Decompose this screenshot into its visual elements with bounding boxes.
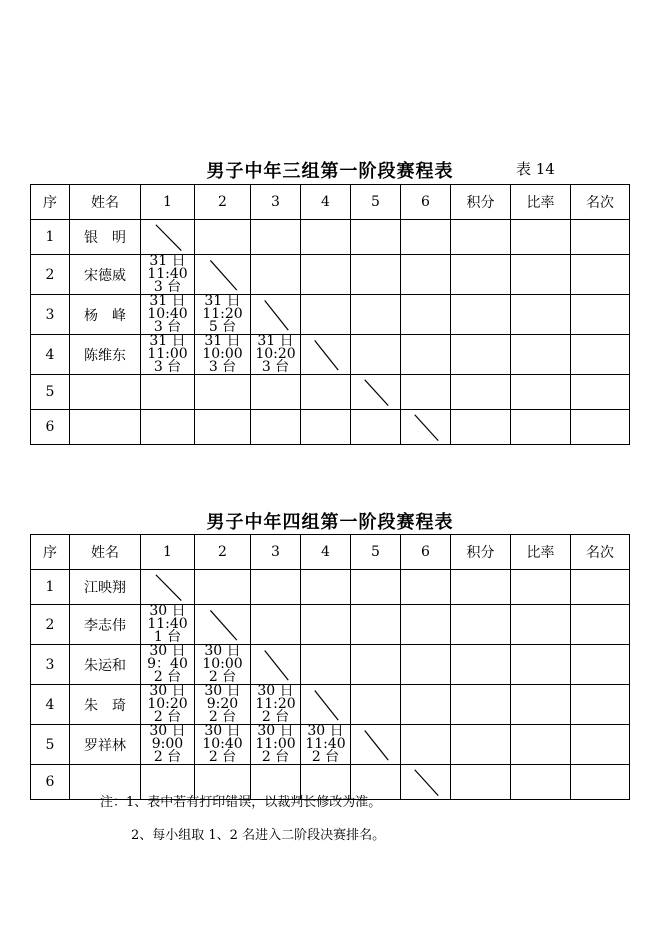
player-name (70, 410, 141, 445)
empty-cell (251, 255, 301, 295)
match-court: 5 台 (208, 319, 237, 335)
match-cell (141, 645, 195, 685)
row-number: 6 (31, 410, 70, 445)
empty-cell (351, 570, 401, 605)
diagonal-slash (195, 605, 250, 644)
rank-cell (571, 765, 630, 800)
diagonal-slash (141, 220, 194, 254)
match-cell (141, 685, 195, 725)
match-time: 31 日 11:00 (147, 333, 188, 362)
header-cell: 2 (195, 535, 251, 570)
row-number: 4 (31, 685, 70, 725)
header-cell: 6 (401, 185, 451, 220)
header-cell: 名次 (571, 185, 630, 220)
empty-cell (141, 375, 195, 410)
match-court: 2 台 (153, 669, 182, 685)
empty-cell (351, 255, 401, 295)
match-cell (141, 295, 195, 335)
player-name: 朱 琦 (70, 685, 141, 725)
empty-cell (301, 645, 351, 685)
points-cell (451, 375, 511, 410)
match-court: 2 台 (208, 749, 237, 765)
empty-cell (301, 375, 351, 410)
player-name (70, 375, 141, 410)
match-time: 30 日 9：40 (147, 643, 188, 672)
header-cell: 1 (141, 185, 195, 220)
diagonal-cell (301, 335, 351, 375)
diagonal-cell (251, 295, 301, 335)
row-number: 1 (31, 570, 70, 605)
empty-cell (401, 335, 451, 375)
header-cell: 1 (141, 535, 195, 570)
schedule-table-1 (30, 184, 630, 445)
points-cell (451, 725, 511, 765)
header-cell: 积分 (451, 185, 511, 220)
diagonal-cell (251, 645, 301, 685)
match-court: 3 台 (153, 279, 182, 295)
diagonal-slash (301, 335, 350, 374)
table1-title: 男子中年三组第一阶段赛程表 (206, 161, 454, 182)
points-cell (451, 410, 511, 445)
header-cell: 姓名 (70, 535, 141, 570)
table-row (31, 335, 630, 375)
empty-cell (351, 645, 401, 685)
empty-cell (301, 605, 351, 645)
ratio-cell (511, 375, 571, 410)
row-number: 5 (31, 375, 70, 410)
table-row (31, 255, 630, 295)
match-cell (195, 335, 251, 375)
ratio-cell (511, 295, 571, 335)
match-court: 3 台 (208, 359, 237, 375)
match-court: 2 台 (261, 749, 290, 765)
empty-cell (401, 220, 451, 255)
table-row (31, 645, 630, 685)
header-cell: 积分 (451, 535, 511, 570)
points-cell (451, 570, 511, 605)
rank-cell (571, 335, 630, 375)
header-cell: 比率 (511, 185, 571, 220)
empty-cell (301, 570, 351, 605)
table-row (31, 605, 630, 645)
match-time: 31 日 10:00 (202, 333, 243, 362)
match-cell (141, 335, 195, 375)
match-time: 31 日 11:20 (202, 293, 243, 322)
match-time: 30 日 11:00 (255, 723, 296, 752)
diagonal-slash (351, 375, 400, 409)
empty-cell (141, 410, 195, 445)
header-cell: 序 (31, 185, 70, 220)
diagonal-cell (351, 725, 401, 765)
ratio-cell (511, 220, 571, 255)
table1-label: 表 14 (516, 160, 555, 178)
table-row (31, 725, 630, 765)
empty-cell (401, 645, 451, 685)
diagonal-cell (195, 255, 251, 295)
header-cell: 比率 (511, 535, 571, 570)
table-row (31, 685, 630, 725)
match-time: 30 日 11:40 (147, 603, 188, 632)
empty-cell (401, 725, 451, 765)
row-number: 3 (31, 645, 70, 685)
ratio-cell (511, 410, 571, 445)
header-cell: 序 (31, 535, 70, 570)
empty-cell (301, 295, 351, 335)
diagonal-cell (195, 605, 251, 645)
match-cell (141, 255, 195, 295)
player-name: 朱运和 (70, 645, 141, 685)
table-row (31, 410, 630, 445)
empty-cell (195, 220, 251, 255)
empty-cell (301, 255, 351, 295)
row-number: 5 (31, 725, 70, 765)
empty-cell (301, 410, 351, 445)
points-cell (451, 255, 511, 295)
header-row (31, 535, 630, 570)
header-cell: 5 (351, 535, 401, 570)
ratio-cell (511, 605, 571, 645)
player-name: 江映翔 (70, 570, 141, 605)
match-court: 2 台 (153, 709, 182, 725)
empty-cell (351, 410, 401, 445)
table-row (31, 375, 630, 410)
empty-cell (251, 605, 301, 645)
header-cell: 名次 (571, 535, 630, 570)
diagonal-cell (401, 765, 451, 800)
player-name: 罗祥林 (70, 725, 141, 765)
match-court: 2 台 (208, 669, 237, 685)
empty-cell (351, 335, 401, 375)
rank-cell (571, 375, 630, 410)
match-time: 30 日 10:20 (147, 683, 188, 712)
empty-cell (401, 375, 451, 410)
diagonal-slash (401, 765, 450, 799)
match-court: 2 台 (208, 709, 237, 725)
match-time: 30 日 9:20 (204, 683, 241, 712)
match-court: 3 台 (153, 319, 182, 335)
points-cell (451, 685, 511, 725)
empty-cell (351, 295, 401, 335)
match-cell (141, 605, 195, 645)
diagonal-slash (401, 410, 450, 444)
empty-cell (195, 410, 251, 445)
player-name: 宋德威 (70, 255, 141, 295)
match-cell (251, 725, 301, 765)
match-time: 31 日 10:40 (147, 293, 188, 322)
row-number: 2 (31, 605, 70, 645)
empty-cell (251, 375, 301, 410)
rank-cell (571, 725, 630, 765)
points-cell (451, 605, 511, 645)
points-cell (451, 335, 511, 375)
match-time: 31 日 10:20 (255, 333, 296, 362)
player-name: 杨 峰 (70, 295, 141, 335)
match-cell (195, 645, 251, 685)
header-cell: 3 (251, 185, 301, 220)
match-cell (195, 685, 251, 725)
header-row (31, 185, 630, 220)
rank-cell (571, 645, 630, 685)
empty-cell (401, 605, 451, 645)
rank-cell (571, 605, 630, 645)
header-cell: 4 (301, 535, 351, 570)
match-court: 2 台 (153, 749, 182, 765)
empty-cell (251, 220, 301, 255)
diagonal-cell (351, 375, 401, 410)
match-cell (251, 685, 301, 725)
match-cell (195, 725, 251, 765)
note-line-1: 注：1、表中若有打印错误，以裁判长修改为准。 (100, 795, 382, 810)
empty-cell (195, 570, 251, 605)
schedule-table-2 (30, 534, 630, 800)
match-time: 30 日 11:40 (305, 723, 346, 752)
match-court: 2 台 (311, 749, 340, 765)
rank-cell (571, 220, 630, 255)
match-court: 1 台 (153, 629, 182, 645)
note-line-2: 2、每小组取 1、2 名进入二阶段决赛排名。 (131, 828, 386, 843)
row-number: 2 (31, 255, 70, 295)
match-time: 31 日 11:40 (147, 253, 188, 282)
empty-cell (251, 570, 301, 605)
rank-cell (571, 570, 630, 605)
empty-cell (351, 685, 401, 725)
ratio-cell (511, 255, 571, 295)
match-time: 30 日 9:00 (149, 723, 186, 752)
table-row (31, 570, 630, 605)
points-cell (451, 220, 511, 255)
header-cell: 5 (351, 185, 401, 220)
diagonal-slash (251, 645, 300, 684)
diagonal-cell (301, 685, 351, 725)
match-time: 30 日 10:40 (202, 723, 243, 752)
match-cell (141, 725, 195, 765)
points-cell (451, 645, 511, 685)
header-cell: 4 (301, 185, 351, 220)
table-row (31, 220, 630, 255)
empty-cell (195, 375, 251, 410)
points-cell (451, 765, 511, 800)
empty-cell (251, 410, 301, 445)
ratio-cell (511, 335, 571, 375)
match-cell (301, 725, 351, 765)
header-cell: 2 (195, 185, 251, 220)
ratio-cell (511, 725, 571, 765)
diagonal-slash (195, 255, 250, 294)
match-court: 3 台 (261, 359, 290, 375)
row-number: 6 (31, 765, 70, 800)
ratio-cell (511, 685, 571, 725)
empty-cell (401, 685, 451, 725)
header-cell: 6 (401, 535, 451, 570)
diagonal-cell (141, 570, 195, 605)
rank-cell (571, 410, 630, 445)
diagonal-slash (141, 570, 194, 604)
diagonal-cell (401, 410, 451, 445)
empty-cell (401, 570, 451, 605)
table-row (31, 295, 630, 335)
diagonal-slash (251, 295, 300, 334)
row-number: 1 (31, 220, 70, 255)
match-court: 2 台 (261, 709, 290, 725)
points-cell (451, 295, 511, 335)
row-number: 3 (31, 295, 70, 335)
empty-cell (301, 220, 351, 255)
match-time: 30 日 10:00 (202, 643, 243, 672)
diagonal-slash (351, 725, 400, 764)
match-cell (195, 295, 251, 335)
empty-cell (351, 605, 401, 645)
player-name: 银 明 (70, 220, 141, 255)
empty-cell (401, 295, 451, 335)
header-cell: 3 (251, 535, 301, 570)
diagonal-slash (301, 685, 350, 724)
rank-cell (571, 685, 630, 725)
ratio-cell (511, 570, 571, 605)
table2-title: 男子中年四组第一阶段赛程表 (206, 512, 454, 533)
ratio-cell (511, 765, 571, 800)
match-time: 30 日 11:20 (255, 683, 296, 712)
match-court: 3 台 (153, 359, 182, 375)
player-name: 李志伟 (70, 605, 141, 645)
diagonal-cell (141, 220, 195, 255)
ratio-cell (511, 645, 571, 685)
rank-cell (571, 255, 630, 295)
header-cell: 姓名 (70, 185, 141, 220)
player-name: 陈维东 (70, 335, 141, 375)
row-number: 4 (31, 335, 70, 375)
empty-cell (351, 220, 401, 255)
rank-cell (571, 295, 630, 335)
empty-cell (401, 255, 451, 295)
match-cell (251, 335, 301, 375)
